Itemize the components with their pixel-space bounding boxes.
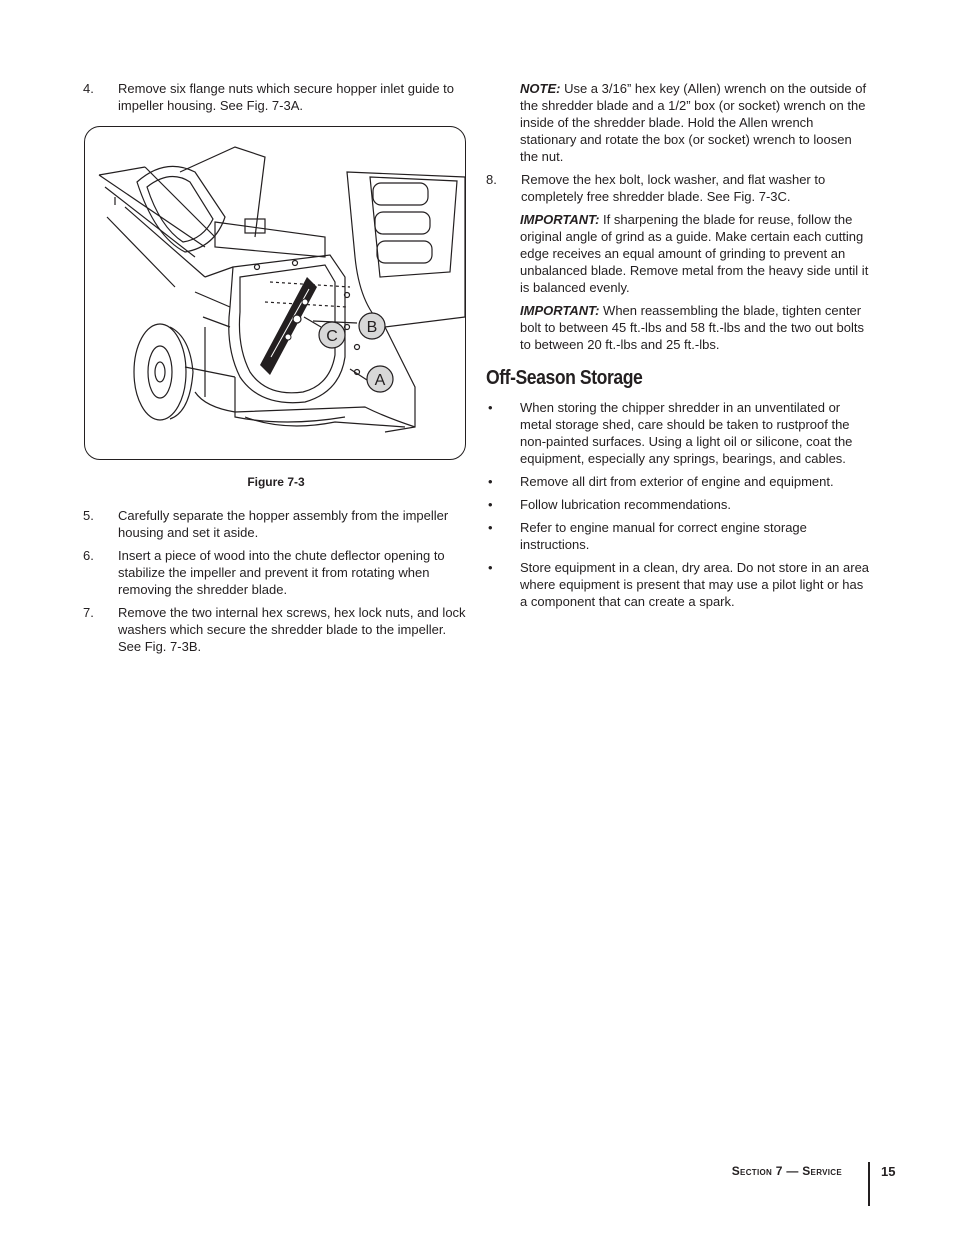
left-column xyxy=(83,80,469,661)
page-number: 15 xyxy=(881,1164,896,1179)
important-reassembly xyxy=(486,302,871,353)
bullet-mark: • xyxy=(488,560,493,575)
important-sharpening xyxy=(486,211,871,296)
figure-caption: Figure 7-3 xyxy=(247,475,305,489)
step-5 xyxy=(83,507,469,541)
section-heading: Off-Season Storage xyxy=(486,367,643,389)
list-item xyxy=(486,496,871,513)
footer-section-label: Section 7 — Service xyxy=(731,1164,842,1178)
list-item xyxy=(486,399,871,467)
list-item-text: Store equipment in a clean, dry area. Do not store in an area where equipment is present that may use a pilot light or has a component that can create a spark. xyxy=(520,560,870,609)
list-item-text: Refer to engine manual for correct engine storage instructions. xyxy=(520,520,807,552)
list-item-text: Follow lubrication recommendations. xyxy=(520,497,731,512)
footer-divider xyxy=(868,1162,870,1206)
callout-b: B xyxy=(366,319,378,336)
list-item xyxy=(486,519,871,553)
step-text: Carefully separate the hopper assembly from the impeller housing and set it aside. xyxy=(118,508,449,540)
step-7 xyxy=(83,604,469,655)
important-text: When reassembling the blade, tighten center bolt to between 45 ft.-lbs and 58 ft.-lbs and the two out bolts to between 20 ft.-lbs and 25 ft.-lbs. xyxy=(520,303,864,352)
bullet-mark: • xyxy=(488,400,493,415)
important-label: IMPORTANT: xyxy=(520,212,600,227)
chipper-impeller-illustration xyxy=(85,127,466,460)
step-number: 7. xyxy=(83,605,94,620)
step-number: 6. xyxy=(83,548,94,563)
list-item xyxy=(486,473,871,490)
note-text: Use a 3/16” hex key (Allen) wrench on the outside of the shredder blade and a 1/2” box (or socket) wrench on the inside of the shredder blade. Hold the Allen wrench stationary and rotate the box (or socket) wrench to loosen the nut. xyxy=(520,81,867,164)
figure-7-3 xyxy=(84,126,466,460)
note-wrench xyxy=(486,80,871,165)
note-label: NOTE: xyxy=(520,81,561,96)
step-number: 4. xyxy=(83,81,94,96)
step-text: Remove the hex bolt, lock washer, and flat washer to completely free shredder blade. See Fig. 7-3C. xyxy=(521,172,826,204)
list-item-text: Remove all dirt from exterior of engine and equipment. xyxy=(520,474,834,489)
step-6 xyxy=(83,547,469,598)
bullet-mark: • xyxy=(488,497,493,512)
step-number: 8. xyxy=(486,172,497,187)
step-text: Insert a piece of wood into the chute deflector opening to stabilize the impeller and prevent it from rotating when removing the shredder blade. xyxy=(118,548,445,597)
list-item-text: When storing the chipper shredder in an unventilated or metal storage shed, care should be taken to rustproof the non-painted surfaces. Using a light oil or silicone, coat the equipment, especially any springs, bearings, and cables. xyxy=(520,400,853,466)
callout-a: A xyxy=(374,372,386,389)
step-text: Remove six flange nuts which secure hopper inlet guide to impeller housing. See Fig. 7-3A. xyxy=(118,81,455,113)
important-label: IMPORTANT: xyxy=(520,303,600,318)
step-4 xyxy=(83,80,469,114)
step-8 xyxy=(486,171,871,205)
bullet-mark: • xyxy=(488,474,493,489)
important-text: If sharpening the blade for reuse, follow the original angle of grind as a guide. Make certain each cutting edge receives an equal amount of grinding to prevent an unbalanced blade. Remove metal from the heavy side until it is balanced evenly. xyxy=(520,212,869,295)
callout-c: C xyxy=(326,328,338,345)
step-number: 5. xyxy=(83,508,94,523)
list-item xyxy=(486,559,871,610)
step-text: Remove the two internal hex screws, hex lock nuts, and lock washers which secure the shredder blade to the impeller. See Fig. 7-3B. xyxy=(118,605,466,654)
right-column xyxy=(486,80,871,616)
bullet-mark: • xyxy=(488,520,493,535)
